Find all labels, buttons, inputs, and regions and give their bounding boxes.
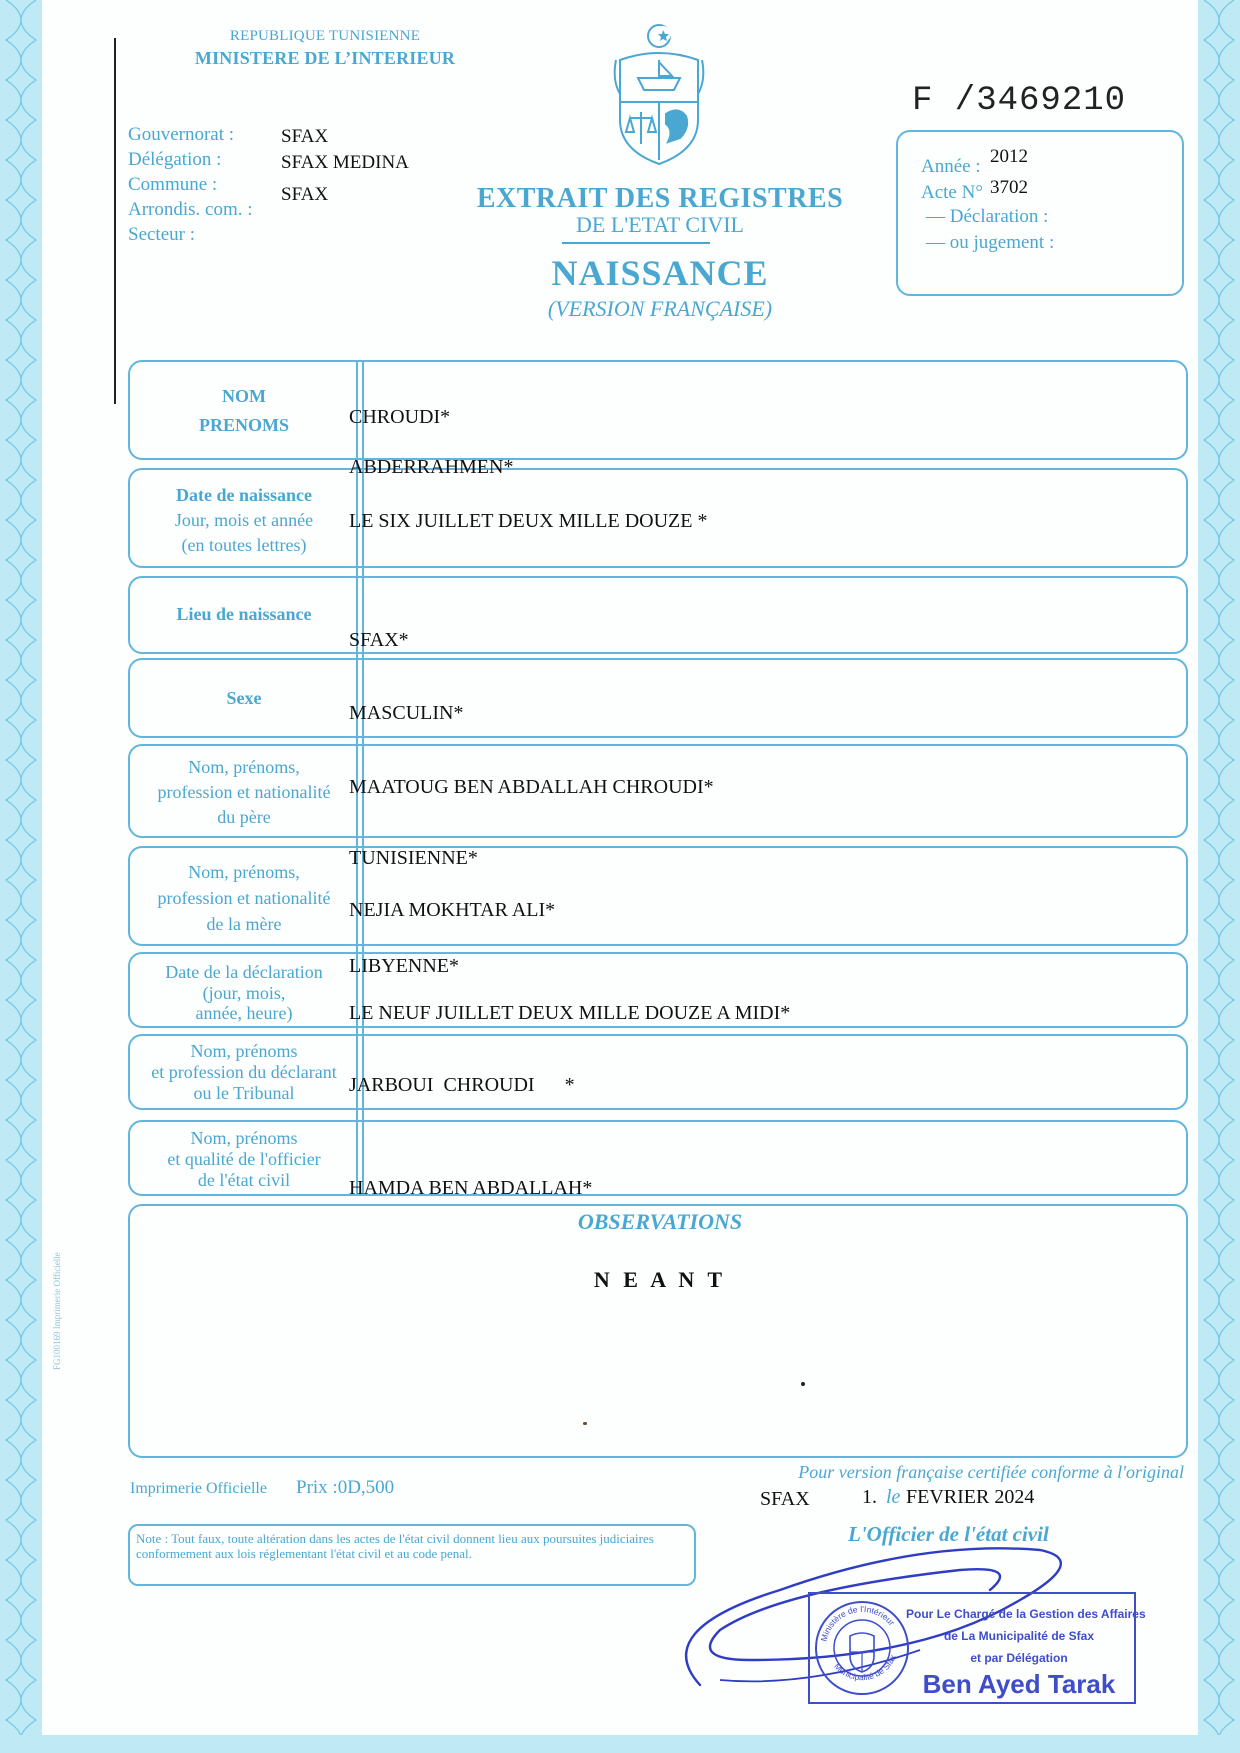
officier-value: HAMDA BEN ABDALLAH* [349,1177,593,1199]
stamp-line-1: Pour Le Chargé de la Gestion des Affaires [906,1607,1146,1621]
annee-value: 2012 [990,146,1028,167]
bottom-guilloche-border [0,1735,1240,1753]
arrondis-label: Arrondis. com. : [128,199,253,220]
le-label: le [886,1486,901,1508]
declarant-label-3: ou le Tribunal [193,1083,295,1103]
dob-sublabel-1: Jour, mois et année [174,510,314,530]
ministry-heading: MINISTERE DE L’INTERIEUR [194,48,456,68]
gouvernorat-value: SFAX [281,126,329,147]
officier-label-2: et qualité de l'officier [167,1149,321,1169]
delegation-value: SFAX MEDINA [281,152,409,173]
officier-label-1: Nom, prénoms [190,1128,298,1148]
place-value: SFAX [760,1488,810,1510]
municipality-seal-icon [812,1596,912,1700]
side-print-text: FG100169 Imprimerie Officielle [52,1252,62,1370]
nom-value: CHROUDI* [349,406,451,428]
svg-text:Municipalité de Sfax [832,1653,898,1683]
delegation-label: Délégation : [128,149,222,170]
right-guilloche-border [1198,0,1240,1753]
officer-title: L'Officier de l'état civil [848,1522,1049,1546]
pere-nationality: TUNISIENNE* [349,847,478,869]
document-title-etat-civil: DE L'ETAT CIVIL [576,212,744,237]
pere-label-3: du père [217,807,271,827]
declaration-date-value: LE NEUF JUILLET DEUX MILLE DOUZE A MIDI* [349,1002,791,1024]
commune-label: Commune : [128,174,218,195]
acte-number-value: 3702 [990,177,1028,198]
secteur-label: Secteur : [128,224,196,245]
svg-text:Ministère de l'Intérieur [819,1604,897,1643]
sexe-label: Sexe [226,688,262,708]
mere-value: NEJIA MOKHTAR ALI* [349,899,556,921]
ink-dot [583,1422,587,1425]
declaration-label: — Déclaration : [926,206,1049,227]
declarant-value: JARBOUI CHROUDI * [349,1074,575,1096]
mere-label-1: Nom, prénoms, [188,862,300,882]
date-value: FEVRIER 2024 [906,1486,1035,1508]
pere-label-1: Nom, prénoms, [188,757,300,777]
stamp-line-3: et par Délégation [970,1651,1068,1665]
legal-note-text: Note : Tout faux, toute altération dans les actes de l'état civil donnent lieu aux poursuites judiciaires conformement aux lois réglementant l'état civil et au code penal. [136,1531,654,1561]
stamp-name: Ben Ayed Tarak [922,1669,1116,1699]
document-title-registres: EXTRAIT DES REGISTRES [476,183,844,214]
serial-number: F /3469210 [912,82,1127,120]
declarant-label-1: Nom, prénoms [190,1041,298,1061]
tunisia-coat-of-arms-icon [608,20,710,168]
document-title-naissance: NAISSANCE [551,253,769,293]
commune-value: SFAX [281,184,329,205]
seal-bottom-text: Municipalité de Sfax [832,1653,898,1683]
observations-value: N E A N T [593,1267,727,1292]
day-value: 1. [862,1486,877,1508]
declarant-label-2: et profession du déclarant [151,1062,337,1082]
imprimerie-label: Imprimerie Officielle [130,1480,267,1497]
republic-heading: REPUBLIQUE TUNISIENNE [229,28,421,44]
officier-label-3: de l'état civil [197,1170,291,1190]
row-nom-prenoms [128,360,1188,460]
lieu-label: Lieu de naissance [176,604,312,624]
ink-dot [801,1382,805,1386]
title-underline [562,242,710,244]
observations-title: OBSERVATIONS [577,1209,743,1234]
pere-value: MAATOUG BEN ABDALLAH CHROUDI* [349,776,714,798]
document-title-version: (VERSION FRANÇAISE) [547,296,773,321]
sexe-value: MASCULIN* [349,702,464,724]
declaration-date-label-2: (jour, mois, [202,983,286,1003]
scan-edge-line [114,38,116,404]
lieu-value: SFAX* [349,629,409,651]
annee-label: Année : [921,156,981,177]
nom-label: NOM [222,386,266,406]
declaration-date-label-1: Date de la déclaration [165,962,323,982]
prenoms-label: PRENOMS [199,415,289,435]
prenoms-value: ABDERRAHMEN* [349,456,514,478]
declaration-date-label-3: année, heure) [195,1003,293,1023]
dob-sublabel-2: (en toutes lettres) [181,535,307,555]
mere-label-2: profession et nationalité [157,888,331,908]
dob-value: LE SIX JUILLET DEUX MILLE DOUZE * [349,510,708,532]
gouvernorat-label: Gouvernorat : [128,124,235,145]
certified-statement: Pour version française certifiée conforme à l'original [798,1462,1184,1482]
mere-label-3: de la mère [206,914,282,934]
pere-label-2: profession et nationalité [157,782,331,802]
left-guilloche-border [0,0,42,1753]
acte-number-label: Acte N° [921,182,983,203]
prix-label: Prix :0D,500 [296,1477,395,1498]
stamp-line-2: de La Municipalité de Sfax [943,1629,1095,1643]
seal-top-text: Ministère de l'Intérieur [818,1603,897,1643]
mere-nationality: LIBYENNE* [349,955,459,977]
jugement-label: — ou jugement : [926,232,1055,253]
observations-box [128,1204,1188,1458]
dob-label: Date de naissance [176,485,312,505]
